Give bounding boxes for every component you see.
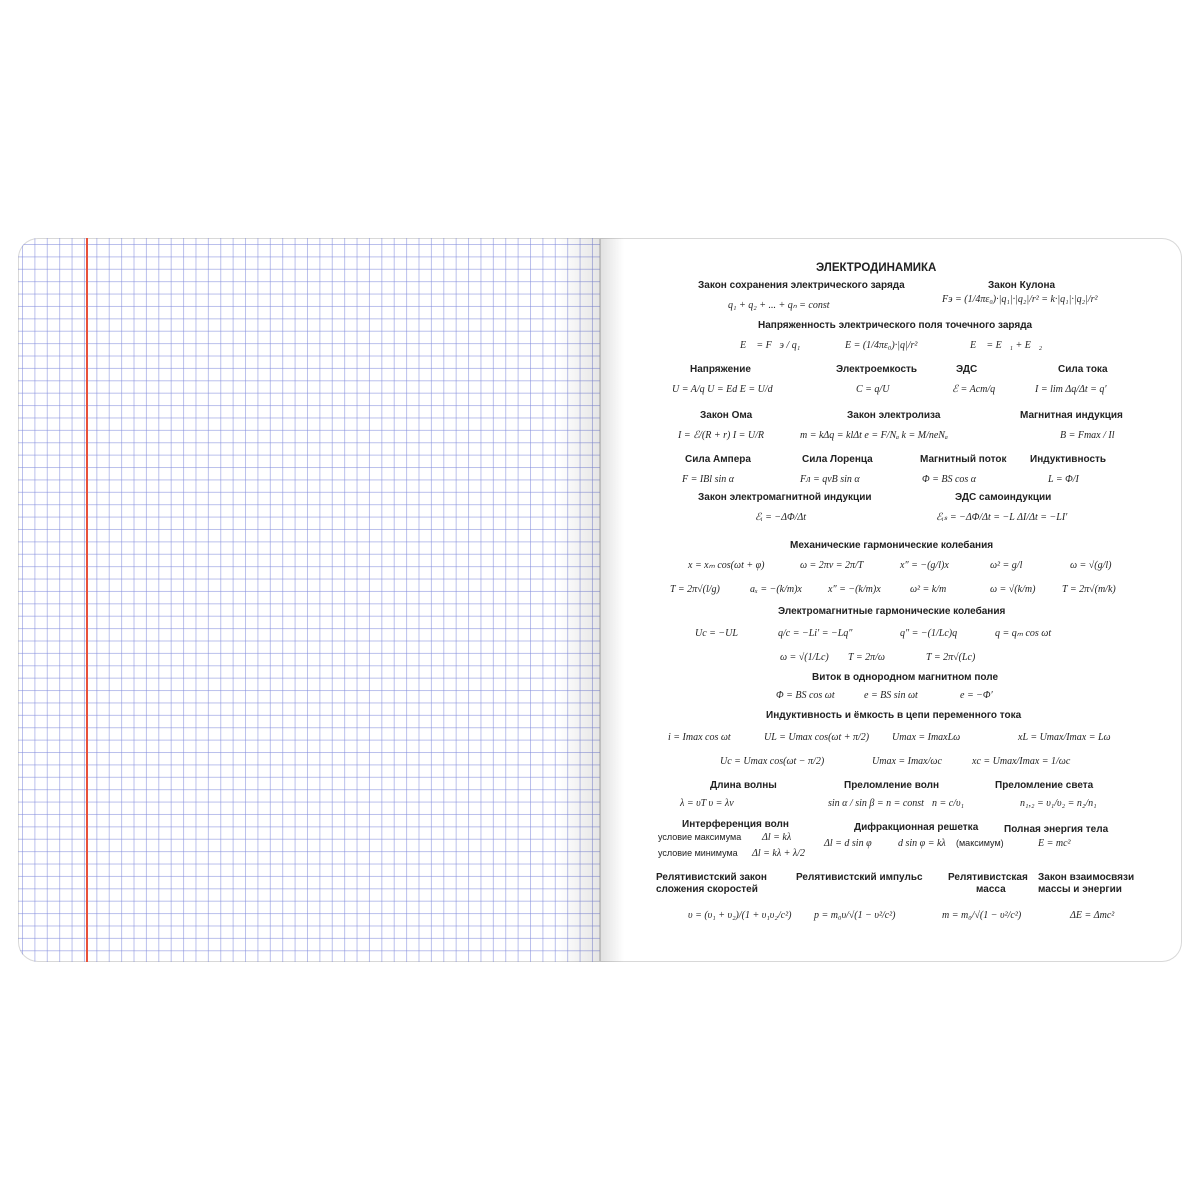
formula-20: m = kΔq = klΔt e = F/Nₐ k = M/neNₐ [800, 430, 948, 441]
formula-83: Δl = kλ + λ/2 [752, 848, 806, 859]
section-heading-16: Закон Ома [700, 410, 753, 421]
formula-49: q″ = −(1/Lc)q [900, 628, 958, 639]
formula-12: U = A/q U = Ed E = U/d [672, 384, 773, 395]
section-heading-17: Закон электролиза [847, 410, 941, 421]
note-text-80: (максимум) [956, 838, 1004, 848]
section-heading-90: массы и энергии [1038, 884, 1122, 895]
formula-71: n = c/υ₁ [932, 798, 965, 809]
formula-19: I = ℰ/(R + r) I = U/R [678, 430, 765, 441]
formula-7: E⃗ = E⃗₁ + E⃗₂ [970, 340, 1043, 351]
formula-63: Uc = Umax cos(ωt − π/2) [720, 756, 825, 767]
formula-64: Umax = Imax/ωc [872, 756, 942, 767]
formula-72: n₁,₂ = υ₁/υ₂ = n₂/n₁ [1020, 798, 1097, 809]
section-heading-87: Закон взаимосвязи [1038, 872, 1135, 883]
formula-60: UL = Umax cos(ωt + π/2) [764, 732, 870, 743]
formula-50: q = qₘ cos ωt [995, 628, 1052, 639]
formula-29: L = Φ/I [1048, 474, 1079, 485]
formula-13: C = q/U [856, 384, 890, 395]
open-notebook [18, 238, 1182, 962]
section-heading-8: Напряжение [690, 364, 751, 375]
page-title: ЭЛЕКТРОДИНАМИКА [816, 262, 937, 274]
section-heading-31: ЭДС самоиндукции [955, 492, 1052, 503]
formula-43: ω² = k/m [910, 584, 947, 595]
page-fold-shadow [600, 238, 624, 962]
section-heading-85: Релятивистский импульс [796, 872, 923, 883]
formula-37: x″ = −(g/l)x [900, 560, 949, 571]
section-heading-0: Закон сохранения электрического заряда [698, 280, 905, 291]
formula-62: xL = Umax/Imax = Lω [1018, 732, 1111, 743]
formula-70: sin α / sin β = n = const [828, 798, 924, 809]
section-heading-34: Механические гармонические колебания [790, 540, 994, 551]
formula-2: q₁ + q₂ + ... + qₙ = const [728, 300, 830, 311]
formula-61: Umax = ImaxLω [892, 732, 961, 743]
section-heading-66: Длина волны [710, 780, 777, 791]
formula-52: T = 2π/ω [848, 652, 885, 663]
section-heading-86: Релятивистская [948, 872, 1028, 883]
section-heading-11: Сила тока [1058, 364, 1108, 375]
formula-47: Uc = −UL [695, 628, 738, 639]
formula-38: ω² = g/l [990, 560, 1023, 571]
formula-28: Φ = BS cos α [922, 474, 977, 485]
formula-53: T = 2π√(Lc) [926, 652, 976, 663]
formula-56: e = BS sin ωt [864, 690, 918, 701]
formula-94: ΔE = Δmc² [1070, 910, 1115, 921]
grid-pattern [18, 238, 600, 962]
formula-6: E = (1/4πε₀)·|q|/r² [845, 340, 918, 351]
formula-26: F = IBl sin α [682, 474, 734, 485]
formula-81: E = mc² [1038, 838, 1071, 849]
section-heading-73: Интерференция волн [682, 819, 789, 830]
section-heading-30: Закон электромагнитной индукции [698, 492, 872, 503]
formula-41: aₓ = −(k/m)x [750, 584, 802, 595]
formula-14: ℰ = Aст/q [952, 384, 996, 395]
section-heading-4: Напряженность электрического поля точечного заряда [758, 320, 1033, 331]
section-heading-75: Полная энергия тела [1004, 824, 1109, 835]
formula-69: λ = υT υ = λν [680, 798, 734, 809]
formula-27: Fл = qvB sin α [800, 474, 860, 485]
formula-55: Φ = BS cos ωt [776, 690, 835, 701]
formula-77: Δl = kλ [762, 832, 792, 843]
formula-91: υ = (υ₁ + υ₂)/(1 + υ₁υ₂/c²) [688, 910, 792, 921]
formula-21: B = Fmax / Il [1060, 430, 1115, 441]
section-heading-68: Преломление света [995, 780, 1094, 791]
formula-45: T = 2π√(m/k) [1062, 584, 1116, 595]
section-heading-58: Индуктивность и ёмкость в цепи переменного тока [766, 710, 1022, 721]
formula-32: ℰᵢ = −ΔΦ/Δt [755, 512, 807, 523]
section-heading-67: Преломление волн [844, 780, 940, 791]
formula-57: e = −Φ′ [960, 690, 993, 701]
formula-5: E⃗ = F⃗э / q₁ [740, 340, 801, 351]
formula-78: Δl = d sin φ [824, 838, 872, 849]
note-text-82: условие минимума [658, 848, 738, 858]
section-heading-22: Сила Ампера [685, 454, 751, 465]
formula-93: m = m₀/√(1 − υ²/c²) [942, 910, 1022, 921]
section-heading-9: Электроемкость [836, 364, 918, 375]
note-text-76: условие максимума [658, 832, 742, 842]
formula-39: ω = √(g/l) [1070, 560, 1112, 571]
section-heading-24: Магнитный поток [920, 454, 1007, 465]
formula-35: x = xₘ cos(ωt + φ) [688, 560, 765, 571]
section-heading-10: ЭДС [956, 364, 978, 375]
page-gutter-shadow [558, 238, 600, 962]
section-heading-18: Магнитная индукция [1020, 410, 1123, 421]
section-heading-84: Релятивистский закон [656, 872, 767, 883]
section-heading-25: Индуктивность [1030, 454, 1107, 465]
section-heading-46: Электромагнитные гармонические колебания [778, 606, 1006, 617]
formula-3: Fэ = (1/4πε₀)·|q₁|·|q₂|/r² = k·|q₁|·|q₂|/r² [942, 294, 1098, 305]
formula-15: I = lim Δq/Δt = q′ [1035, 384, 1107, 395]
formula-59: i = Imax cos ωt [668, 732, 731, 743]
grid-page [18, 238, 600, 962]
formula-65: xc = Umax/Imax = 1/ωc [972, 756, 1071, 767]
formula-40: T = 2π√(l/g) [670, 584, 720, 595]
section-heading-88: сложения скоростей [656, 884, 758, 895]
formula-48: q/c = −Li′ = −Lq″ [778, 628, 853, 639]
formula-42: x″ = −(k/m)x [828, 584, 881, 595]
section-heading-23: Сила Лоренца [802, 454, 873, 465]
formula-92: p = m₀υ/√(1 − υ²/c²) [814, 910, 896, 921]
formula-reference-page [600, 238, 1182, 962]
section-heading-89: масса [976, 884, 1006, 895]
red-margin-line [86, 238, 88, 962]
section-heading-54: Виток в однородном магнитном поле [812, 672, 999, 683]
formula-33: ℰᵢₛ = −ΔΦ/Δt = −L ΔI/Δt = −LI′ [936, 512, 1068, 523]
section-heading-1: Закон Кулона [988, 280, 1056, 291]
formula-36: ω = 2πν = 2π/T [800, 560, 864, 571]
formula-51: ω = √(1/Lc) [780, 652, 829, 663]
section-heading-74: Дифракционная решетка [854, 822, 979, 833]
formula-79: d sin φ = kλ [898, 838, 946, 849]
formula-44: ω = √(k/m) [990, 584, 1036, 595]
